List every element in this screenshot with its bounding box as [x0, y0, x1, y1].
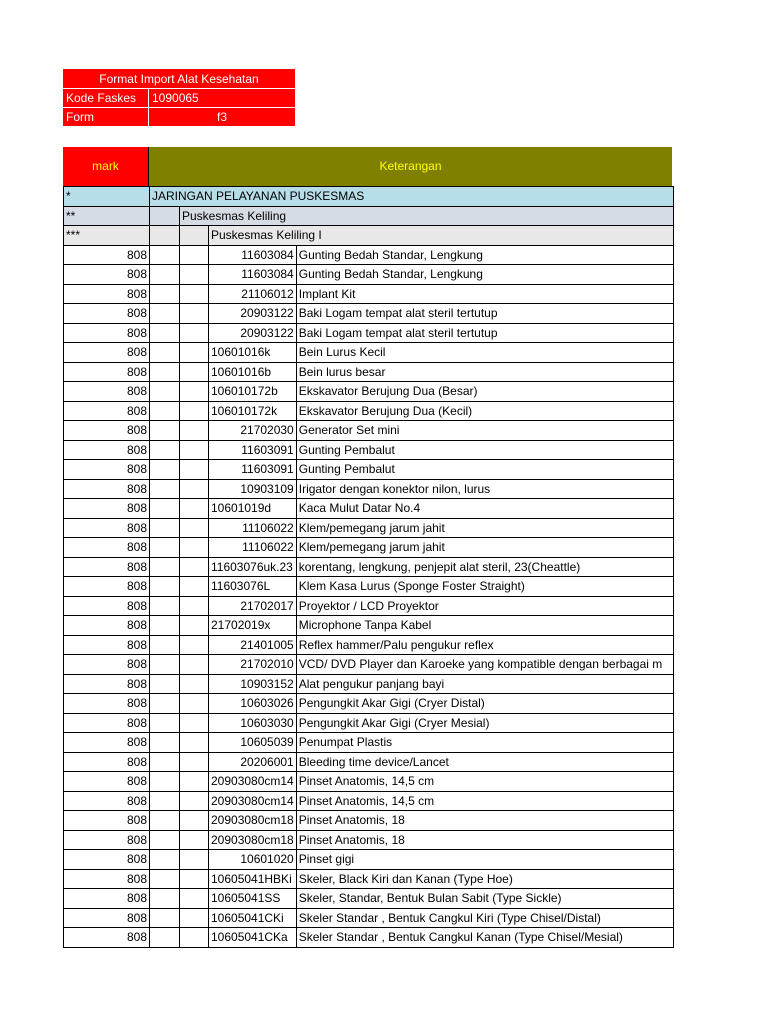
description-cell[interactable]: Bleeding time device/Lancet: [296, 752, 673, 772]
empty-cell[interactable]: [180, 304, 209, 324]
empty-cell[interactable]: [180, 265, 209, 285]
table-row[interactable]: [64, 362, 674, 382]
table-row[interactable]: [64, 694, 674, 714]
table-row[interactable]: [64, 733, 674, 753]
group-label-cell[interactable]: Puskesmas Keliling I: [209, 226, 674, 246]
table-row[interactable]: [64, 518, 674, 538]
empty-cell[interactable]: [150, 323, 180, 343]
empty-cell[interactable]: [150, 557, 180, 577]
empty-cell[interactable]: [150, 635, 180, 655]
table-row[interactable]: [64, 889, 674, 909]
group-label-cell[interactable]: Puskesmas Keliling: [180, 206, 674, 226]
format-title: Format Import Alat Kesehatan: [63, 69, 295, 89]
empty-cell[interactable]: [150, 421, 180, 441]
table-row[interactable]: [64, 655, 674, 675]
code-cell[interactable]: 10605041HBKi: [209, 869, 297, 889]
table-row[interactable]: [64, 713, 674, 733]
mark-cell[interactable]: 808: [64, 284, 150, 304]
empty-cell[interactable]: [180, 772, 209, 792]
group-label-cell[interactable]: JARINGAN PELAYANAN PUSKESMAS: [150, 187, 674, 207]
code-cell[interactable]: 20903122: [209, 323, 297, 343]
table-row[interactable]: [64, 811, 674, 831]
table-row[interactable]: [64, 440, 674, 460]
table-row[interactable]: [64, 928, 674, 948]
mark-cell[interactable]: 808: [64, 889, 150, 909]
mark-cell[interactable]: 808: [64, 577, 150, 597]
kode-faskes-label: Kode Faskes: [63, 89, 149, 108]
empty-cell[interactable]: [180, 830, 209, 850]
code-cell[interactable]: 11603084: [209, 245, 297, 265]
empty-cell[interactable]: [150, 343, 180, 363]
table-row[interactable]: [64, 635, 674, 655]
mark-cell[interactable]: 808: [64, 304, 150, 324]
empty-cell[interactable]: [150, 304, 180, 324]
empty-cell[interactable]: [150, 538, 180, 558]
code-cell[interactable]: 11603091: [209, 460, 297, 480]
description-cell[interactable]: Implant Kit: [296, 284, 673, 304]
mark-cell[interactable]: 808: [64, 596, 150, 616]
table-row[interactable]: [64, 343, 674, 363]
mark-cell[interactable]: 808: [64, 869, 150, 889]
description-cell[interactable]: VCD/ DVD Player dan Karoeke yang kompatible dengan berbagai m: [296, 655, 673, 675]
mark-cell[interactable]: 808: [64, 479, 150, 499]
code-cell[interactable]: 21106012: [209, 284, 297, 304]
table-row[interactable]: [64, 791, 674, 811]
table-row[interactable]: [64, 284, 674, 304]
description-cell[interactable]: Pengungkit Akar Gigi (Cryer Mesial): [296, 713, 673, 733]
description-cell[interactable]: Irigator dengan konektor nilon, lurus: [296, 479, 673, 499]
form-label: Form: [63, 108, 149, 127]
empty-cell[interactable]: [180, 538, 209, 558]
empty-cell[interactable]: [180, 226, 209, 246]
column-header-keterangan[interactable]: Keterangan: [149, 147, 672, 186]
description-cell[interactable]: Pinset Anatomis, 18: [296, 830, 673, 850]
empty-cell[interactable]: [180, 655, 209, 675]
empty-cell[interactable]: [180, 577, 209, 597]
description-cell[interactable]: Skeler Standar , Bentuk Cangkul Kiri (Type Chisel/Distal): [296, 908, 673, 928]
empty-cell[interactable]: [180, 908, 209, 928]
table-row[interactable]: [64, 323, 674, 343]
empty-cell[interactable]: [150, 479, 180, 499]
table-row[interactable]: [64, 401, 674, 421]
mark-cell[interactable]: 808: [64, 830, 150, 850]
code-cell[interactable]: 10603026: [209, 694, 297, 714]
empty-cell[interactable]: [180, 440, 209, 460]
code-cell[interactable]: 11603076L: [209, 577, 297, 597]
empty-cell[interactable]: [180, 460, 209, 480]
mark-cell[interactable]: 808: [64, 694, 150, 714]
empty-cell[interactable]: [150, 362, 180, 382]
mark-cell[interactable]: 808: [64, 557, 150, 577]
table-row[interactable]: [64, 382, 674, 402]
empty-cell[interactable]: [180, 245, 209, 265]
description-cell[interactable]: Ekskavator Berujung Dua (Besar): [296, 382, 673, 402]
empty-cell[interactable]: [150, 596, 180, 616]
group-row-level2[interactable]: [64, 206, 674, 226]
empty-cell[interactable]: [180, 401, 209, 421]
mark-cell[interactable]: 808: [64, 674, 150, 694]
table-row[interactable]: [64, 557, 674, 577]
code-cell[interactable]: 10903152: [209, 674, 297, 694]
description-cell[interactable]: Gunting Pembalut: [296, 460, 673, 480]
table-row[interactable]: [64, 850, 674, 870]
empty-cell[interactable]: [150, 694, 180, 714]
group-mark-cell[interactable]: ***: [64, 226, 150, 246]
group-row-level1[interactable]: [64, 187, 674, 207]
code-cell[interactable]: 20903080cm18: [209, 811, 297, 831]
description-cell[interactable]: Bein Lurus Kecil: [296, 343, 673, 363]
empty-cell[interactable]: [180, 518, 209, 538]
empty-cell[interactable]: [150, 733, 180, 753]
empty-cell[interactable]: [180, 499, 209, 519]
table-row[interactable]: [64, 479, 674, 499]
code-cell[interactable]: 106010172k: [209, 401, 297, 421]
mark-cell[interactable]: 808: [64, 791, 150, 811]
empty-cell[interactable]: [150, 869, 180, 889]
mark-cell[interactable]: 808: [64, 733, 150, 753]
code-cell[interactable]: 21702030: [209, 421, 297, 441]
code-cell[interactable]: 20903080cm14: [209, 772, 297, 792]
code-cell[interactable]: 10603030: [209, 713, 297, 733]
empty-cell[interactable]: [150, 206, 180, 226]
mark-cell[interactable]: 808: [64, 362, 150, 382]
code-cell[interactable]: 11603076uk.23: [209, 557, 297, 577]
mark-cell[interactable]: 808: [64, 382, 150, 402]
empty-cell[interactable]: [150, 889, 180, 909]
description-cell[interactable]: korentang, lengkung, penjepit alat steril, 23(Cheattle): [296, 557, 673, 577]
empty-cell[interactable]: [180, 791, 209, 811]
code-cell[interactable]: 20903080cm14: [209, 791, 297, 811]
code-cell[interactable]: 20206001: [209, 752, 297, 772]
code-cell[interactable]: 11106022: [209, 538, 297, 558]
empty-cell[interactable]: [150, 850, 180, 870]
empty-cell[interactable]: [180, 635, 209, 655]
group-row-level3[interactable]: [64, 226, 674, 246]
description-cell[interactable]: Klem Kasa Lurus (Sponge Foster Straight): [296, 577, 673, 597]
mark-cell[interactable]: 808: [64, 323, 150, 343]
empty-cell[interactable]: [180, 733, 209, 753]
mark-cell[interactable]: 808: [64, 440, 150, 460]
description-cell[interactable]: Pinset gigi: [296, 850, 673, 870]
mark-cell[interactable]: 808: [64, 265, 150, 285]
table-row[interactable]: [64, 245, 674, 265]
mark-cell[interactable]: 808: [64, 752, 150, 772]
kode-faskes-value[interactable]: 1090065: [149, 89, 295, 108]
empty-cell[interactable]: [180, 850, 209, 870]
description-cell[interactable]: Ekskavator Berujung Dua (Kecil): [296, 401, 673, 421]
description-cell[interactable]: Gunting Bedah Standar, Lengkung: [296, 265, 673, 285]
code-cell[interactable]: 11603084: [209, 265, 297, 285]
description-cell[interactable]: Reflex hammer/Palu pengukur reflex: [296, 635, 673, 655]
code-cell[interactable]: 10605041SS: [209, 889, 297, 909]
code-cell[interactable]: 11603091: [209, 440, 297, 460]
code-cell[interactable]: 10903109: [209, 479, 297, 499]
code-cell[interactable]: 10605041CKa: [209, 928, 297, 948]
mark-cell[interactable]: 808: [64, 460, 150, 480]
description-cell[interactable]: Proyektor / LCD Proyektor: [296, 596, 673, 616]
empty-cell[interactable]: [180, 869, 209, 889]
empty-cell[interactable]: [180, 889, 209, 909]
code-cell[interactable]: 10605041CKi: [209, 908, 297, 928]
kode-faskes-row: [63, 89, 295, 108]
empty-cell[interactable]: [150, 830, 180, 850]
code-cell[interactable]: 10601016k: [209, 343, 297, 363]
mark-cell[interactable]: 808: [64, 635, 150, 655]
mark-cell[interactable]: 808: [64, 713, 150, 733]
code-cell[interactable]: 106010172b: [209, 382, 297, 402]
empty-cell[interactable]: [150, 655, 180, 675]
description-cell[interactable]: Pinset Anatomis, 14,5 cm: [296, 772, 673, 792]
empty-cell[interactable]: [180, 811, 209, 831]
code-cell[interactable]: 20903122: [209, 304, 297, 324]
empty-cell[interactable]: [180, 343, 209, 363]
table-row[interactable]: [64, 772, 674, 792]
table-row[interactable]: [64, 577, 674, 597]
mark-cell[interactable]: 808: [64, 401, 150, 421]
code-cell[interactable]: 21702010: [209, 655, 297, 675]
table-row[interactable]: [64, 304, 674, 324]
mark-cell[interactable]: 808: [64, 245, 150, 265]
empty-cell[interactable]: [150, 772, 180, 792]
empty-cell[interactable]: [150, 460, 180, 480]
code-cell[interactable]: 21702019x: [209, 616, 297, 636]
description-cell[interactable]: Gunting Bedah Standar, Lengkung: [296, 245, 673, 265]
description-cell[interactable]: Generator Set mini: [296, 421, 673, 441]
empty-cell[interactable]: [180, 713, 209, 733]
empty-cell[interactable]: [180, 616, 209, 636]
table-row[interactable]: [64, 538, 674, 558]
empty-cell[interactable]: [180, 284, 209, 304]
empty-cell[interactable]: [150, 928, 180, 948]
code-cell[interactable]: 10605039: [209, 733, 297, 753]
code-cell[interactable]: 10601020: [209, 850, 297, 870]
empty-cell[interactable]: [150, 908, 180, 928]
code-cell[interactable]: 20903080cm18: [209, 830, 297, 850]
empty-cell[interactable]: [180, 928, 209, 948]
code-cell[interactable]: 21401005: [209, 635, 297, 655]
empty-cell[interactable]: [150, 616, 180, 636]
empty-cell[interactable]: [180, 557, 209, 577]
mark-cell[interactable]: 808: [64, 499, 150, 519]
description-cell[interactable]: Skeler Standar , Bentuk Cangkul Kanan (Type Chisel/Mesial): [296, 928, 673, 948]
empty-cell[interactable]: [180, 421, 209, 441]
empty-cell[interactable]: [180, 382, 209, 402]
empty-cell[interactable]: [150, 518, 180, 538]
table-row[interactable]: [64, 830, 674, 850]
description-cell[interactable]: Kaca Mulut Datar No.4: [296, 499, 673, 519]
table-row[interactable]: [64, 869, 674, 889]
table-row[interactable]: [64, 616, 674, 636]
table-row[interactable]: [64, 499, 674, 519]
code-cell[interactable]: 10601016b: [209, 362, 297, 382]
empty-cell[interactable]: [150, 499, 180, 519]
empty-cell[interactable]: [150, 245, 180, 265]
empty-cell[interactable]: [150, 401, 180, 421]
table-row[interactable]: [64, 674, 674, 694]
empty-cell[interactable]: [150, 811, 180, 831]
empty-cell[interactable]: [180, 694, 209, 714]
column-header-mark[interactable]: mark: [63, 147, 149, 186]
empty-cell[interactable]: [150, 226, 180, 246]
mark-cell[interactable]: 808: [64, 772, 150, 792]
description-cell[interactable]: Skeler, Standar, Bentuk Bulan Sabit (Type Sickle): [296, 889, 673, 909]
empty-cell[interactable]: [180, 479, 209, 499]
empty-cell[interactable]: [180, 362, 209, 382]
empty-cell[interactable]: [150, 265, 180, 285]
mark-cell[interactable]: 808: [64, 850, 150, 870]
mark-cell[interactable]: 808: [64, 421, 150, 441]
mark-cell[interactable]: 808: [64, 538, 150, 558]
mark-cell[interactable]: 808: [64, 655, 150, 675]
code-cell[interactable]: 10601019d: [209, 499, 297, 519]
description-cell[interactable]: Penumpat Plastis: [296, 733, 673, 753]
mark-cell[interactable]: 808: [64, 518, 150, 538]
empty-cell[interactable]: [150, 284, 180, 304]
description-cell[interactable]: Baki Logam tempat alat steril tertutup: [296, 323, 673, 343]
description-cell[interactable]: Skeler, Black Kiri dan Kanan (Type Hoe): [296, 869, 673, 889]
mark-cell[interactable]: 808: [64, 928, 150, 948]
description-cell[interactable]: Klem/pemegang jarum jahit: [296, 538, 673, 558]
data-grid: [63, 186, 674, 948]
group-mark-cell[interactable]: **: [64, 206, 150, 226]
description-cell[interactable]: Pinset Anatomis, 18: [296, 811, 673, 831]
code-cell[interactable]: 21702017: [209, 596, 297, 616]
table-row[interactable]: [64, 908, 674, 928]
description-cell[interactable]: Bein lurus besar: [296, 362, 673, 382]
description-cell[interactable]: Pengungkit Akar Gigi (Cryer Distal): [296, 694, 673, 714]
empty-cell[interactable]: [150, 752, 180, 772]
table-row[interactable]: [64, 596, 674, 616]
group-mark-cell[interactable]: *: [64, 187, 150, 207]
empty-cell[interactable]: [180, 596, 209, 616]
table-row[interactable]: [64, 421, 674, 441]
empty-cell[interactable]: [150, 713, 180, 733]
empty-cell[interactable]: [180, 674, 209, 694]
description-cell[interactable]: Baki Logam tempat alat steril tertutup: [296, 304, 673, 324]
mark-cell[interactable]: 808: [64, 343, 150, 363]
table-row[interactable]: [64, 265, 674, 285]
code-cell[interactable]: 11106022: [209, 518, 297, 538]
mark-cell[interactable]: 808: [64, 616, 150, 636]
description-cell[interactable]: Klem/pemegang jarum jahit: [296, 518, 673, 538]
empty-cell[interactable]: [180, 323, 209, 343]
table-row[interactable]: [64, 460, 674, 480]
description-cell[interactable]: Microphone Tanpa Kabel: [296, 616, 673, 636]
empty-cell[interactable]: [150, 440, 180, 460]
empty-cell[interactable]: [150, 791, 180, 811]
empty-cell[interactable]: [150, 382, 180, 402]
description-cell[interactable]: Gunting Pembalut: [296, 440, 673, 460]
empty-cell[interactable]: [180, 752, 209, 772]
table-row[interactable]: [64, 752, 674, 772]
form-value[interactable]: f3: [149, 108, 295, 127]
empty-cell[interactable]: [150, 674, 180, 694]
form-row: [63, 108, 295, 127]
mark-cell[interactable]: 808: [64, 811, 150, 831]
description-cell[interactable]: Pinset Anatomis, 14,5 cm: [296, 791, 673, 811]
description-cell[interactable]: Alat pengukur panjang bayi: [296, 674, 673, 694]
empty-cell[interactable]: [150, 577, 180, 597]
mark-cell[interactable]: 808: [64, 908, 150, 928]
